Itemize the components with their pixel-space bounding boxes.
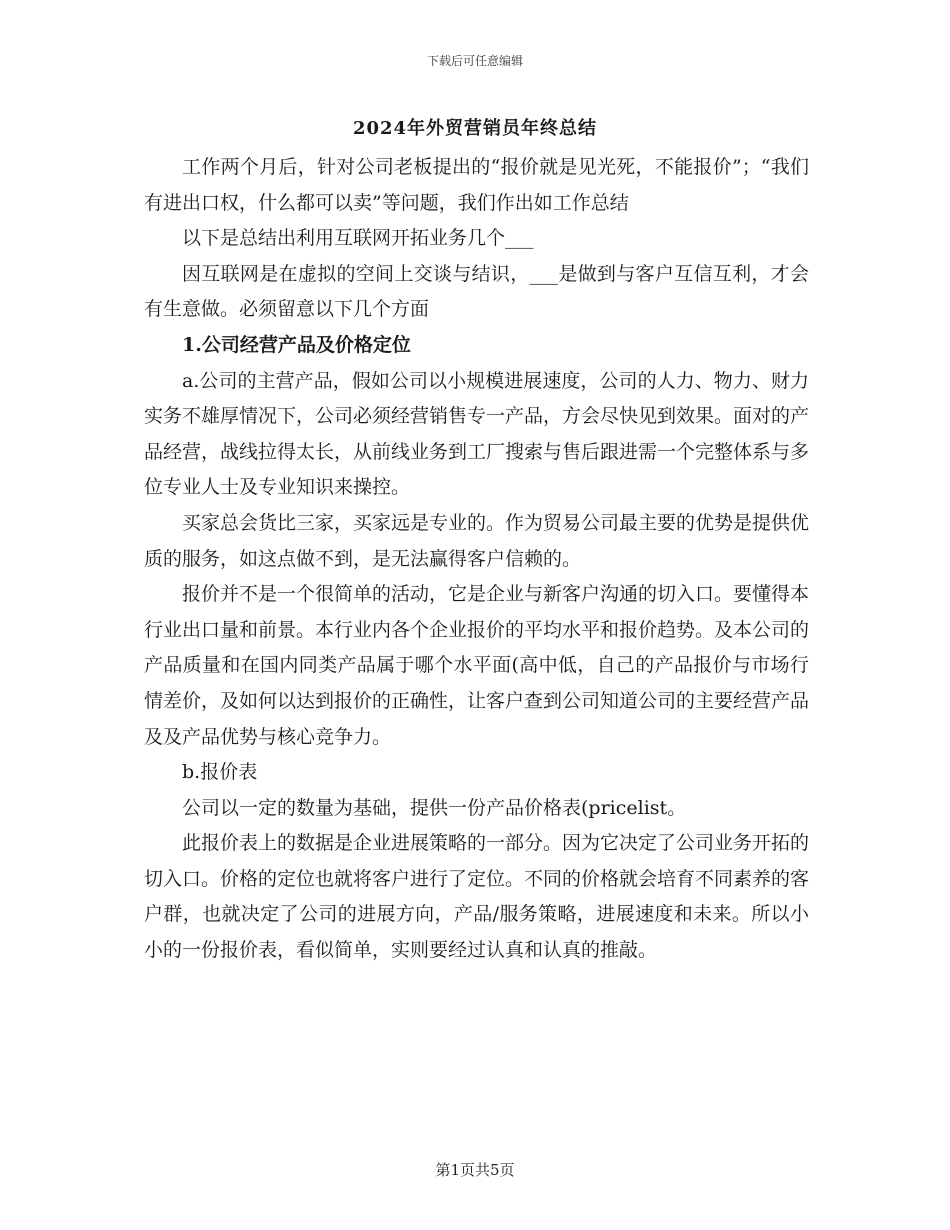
paragraph-price-list-basis: 公司以一定的数量为基础，提供一份产品价格表(pricelist。 xyxy=(182,796,687,819)
section-heading-product-pricing: 1.公司经营产品及价格定位 xyxy=(182,333,411,356)
subheading-price-list: b.报价表 xyxy=(182,761,258,784)
page-number-footer: 第1页共5页 xyxy=(435,1161,515,1179)
document-body xyxy=(144,150,809,969)
paragraph-summary-lead: 以下是总结出利用互联网开拓业务几个___ xyxy=(182,227,534,250)
paragraph-price-list-strategy: 此报价表上的数据是企业进展策略的一部分。因为它决定了公司业务开拓的切入口。价格的定位也就将客户进行了定位。不同的价格就会培育不同素养的客户群，也就决定了公司的进展方向，产品/服务策略，进展速度和未来。所以小小的一份报价表，看似简单，实则要经过认真和认真的推敲。 xyxy=(144,832,810,962)
header-note: 下载后可任意编辑 xyxy=(426,54,523,68)
paragraph-buyer-comparison: 买家总会货比三家，买家远是专业的。作为贸易公司最主要的优势是提供优质的服务，如这点做不到，是无法赢得客户信赖的。 xyxy=(144,511,810,570)
paragraph-quotation: 报价并不是一个很简单的活动，它是企业与新客户沟通的切入口。要懂得本行业出口量和前景。本行业内各个企业报价的平均水平和报价趋势。及本公司的产品质量和在国内同类产品属于哪个水平面(高中低，自己的产品报价与市场行情差价，及如何以达到报价的正确性，让客户查到公司知道公司的主要经营产品及及产品优势与核心竞争力。 xyxy=(144,583,810,748)
document-title: 2024年外贸营销员年终总结 xyxy=(352,118,598,139)
paragraph-internet-trust: 因互联网是在虚拟的空间上交谈与结识，___是做到与客户互信互利，才会有生意做。必须留意以下几个方面 xyxy=(144,262,809,321)
paragraph-main-products: a.公司的主营产品，假如公司以小规模进展速度，公司的人力、物力、财力实务不雄厚情况下，公司必须经营销售专一产品，方会尽快见到效果。面对的产品经营，战线拉得太长，从前线业务到工厂搜索与售后跟进需一个完整体系与多位专业人士及专业知识来操控。 xyxy=(144,369,810,499)
paragraph-intro: 工作两个月后，针对公司老板提出的“报价就是见光死，不能报价”；“我们有进出口权，什么都可以卖”等问题，我们作出如工作总结 xyxy=(144,156,809,214)
